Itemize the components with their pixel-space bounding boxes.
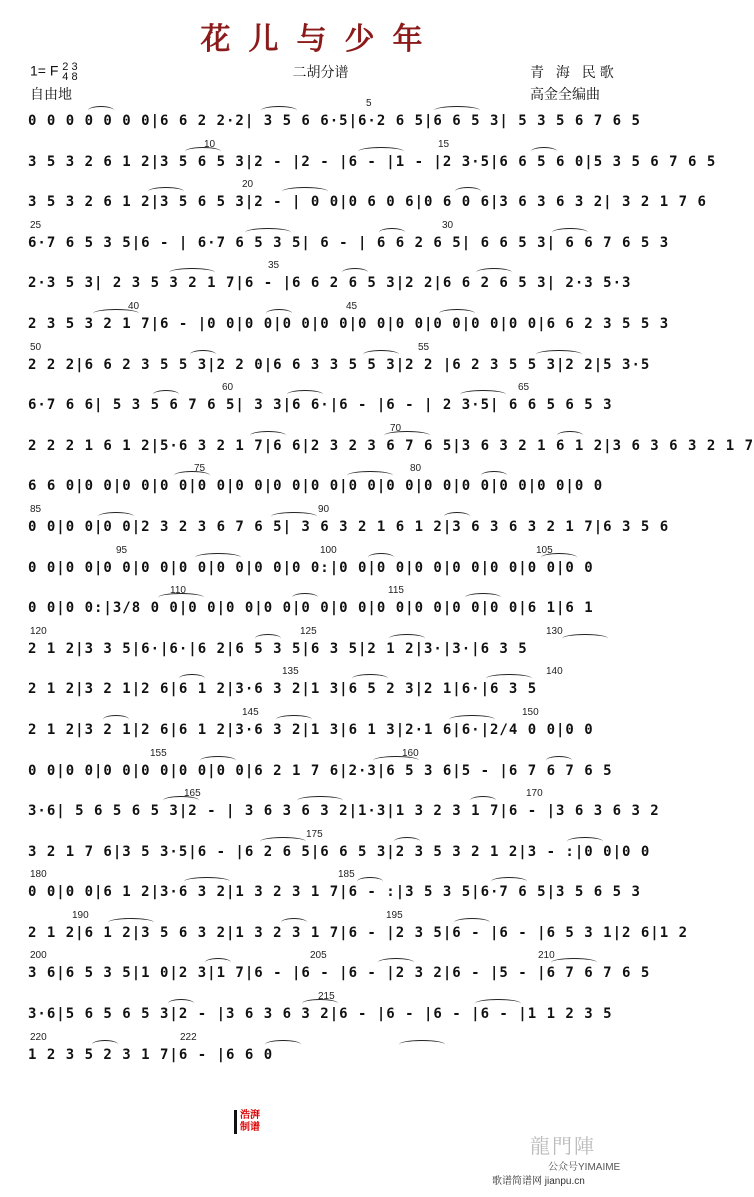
slur-mark xyxy=(195,553,241,562)
score-line xyxy=(28,545,618,586)
stamp-line-1: 浩湃 xyxy=(240,1110,260,1121)
score-line xyxy=(28,788,660,829)
slur-mark xyxy=(179,674,205,683)
score-line xyxy=(28,748,618,789)
notation-text: 2 1 2|3 2 1|2 6|6 1 2|3·6 3 2|1 3|6 1 3|2·1 6|6·|2/4 0 0|0 0 xyxy=(28,721,594,738)
bar-number: 210 xyxy=(538,950,555,962)
score-line xyxy=(28,260,632,301)
bar-number: 95 xyxy=(116,544,128,556)
bar-number: 55 xyxy=(418,341,430,353)
bar-number: 5 xyxy=(366,98,372,109)
bar-number: 140 xyxy=(546,666,563,678)
notation-text: 3 5 3 2 6 1 2|3 5 6 5 3|2 - |2 - |6 - |1 - |2 3·5|6 6 5 6 0|5 3 5 6 7 6 5 xyxy=(28,153,717,170)
slur-mark xyxy=(88,106,114,115)
score-line xyxy=(28,869,641,910)
slur-mark xyxy=(352,674,388,683)
notation-text: 6·7 6 5 3 5|6 - | 6·7 6 5 3 5| 6 - | 6 6 2 6 5| 6 6 5 3| 6 6 7 6 5 3 xyxy=(28,234,670,251)
slur-mark xyxy=(184,877,230,886)
slur-mark xyxy=(562,634,608,643)
bar-number: 155 xyxy=(150,747,167,759)
slur-mark xyxy=(531,147,557,156)
notation-text: 6·7 6 6| 5 3 5 6 7 6 5| 3 3|6 6·|6 - |6 - | 2 3·5| 6 6 5 6 5 3 xyxy=(28,397,613,414)
slur-mark xyxy=(449,715,495,724)
score-line xyxy=(28,422,754,464)
notation-text: 6 6 0|0 0|0 0|0 0|0 0|0 0|0 0|0 0|0 0|0 0|0 0|0 0|0 0|0 0|0 0 xyxy=(28,478,604,495)
song-title: 花儿与少年 xyxy=(200,22,441,57)
slur-mark xyxy=(399,1040,445,1049)
arranger-label: 高金全编曲 xyxy=(530,86,600,102)
bar-number: 195 xyxy=(386,909,403,921)
notation-text: 0 0|0 0:|3/8 0 0|0 0|0 0|0 0|0 0|0 0|0 0|0 0|0 0|0 0|6 1|6 1 xyxy=(28,600,594,617)
notation-text: 2 2 2 1 6 1 2|5·6 3 2 1 7|6 6|2 3 2 3 6 7 6 5|3 6 3 2 1 6 1 2|3 6 3 6 3 2 1 7 xyxy=(28,437,754,454)
notation-text: 2 1 2|3 3 5|6·|6·|6 2|6 5 3 5|6 3 5|2 1 2|3·|3·|6 3 5 xyxy=(28,640,528,657)
bar-number: 175 xyxy=(306,828,323,840)
bar-number: 45 xyxy=(346,300,358,312)
key-label: 1= F xyxy=(30,62,59,79)
slur-mark xyxy=(358,147,404,156)
score-line xyxy=(28,219,670,261)
time-top: 2 3 xyxy=(62,61,78,73)
stamp-line-2: 制谱 xyxy=(240,1122,260,1133)
score-line xyxy=(28,991,618,1032)
notation-text: 0 0|0 0|6 1 2|3·6 3 2|1 3 2 3 1 7|6 - :|3 5 3 5|6·7 6 5|3 5 6 5 3 xyxy=(28,884,641,901)
slur-mark xyxy=(260,837,306,846)
bar-number: 180 xyxy=(30,869,47,881)
score-line xyxy=(28,1032,618,1073)
score-line xyxy=(28,950,651,991)
bar-number: 40 xyxy=(128,300,140,312)
slur-mark xyxy=(282,187,328,196)
slur-mark xyxy=(287,390,323,399)
bar-number: 90 xyxy=(318,503,330,515)
notation-text: 2 3 5 3 2 1 7|6 - |0 0|0 0|0 0|0 0|0 0|0 0|0 0|0 0|0 0|6 6 2 3 5 5 3 xyxy=(28,315,670,332)
bar-number: 35 xyxy=(268,260,280,272)
bar-number: 130 xyxy=(546,625,563,637)
score-line xyxy=(28,300,670,342)
score-line xyxy=(28,179,707,220)
notation-text: 2·3 5 3| 2 3 5 3 2 1 7|6 - |6 6 2 6 5 3|2 2|6 6 2 6 5 3| 2·3 5·3 xyxy=(28,275,632,292)
bar-number: 10 xyxy=(204,138,216,150)
bar-number: 50 xyxy=(30,341,42,353)
slur-mark xyxy=(169,268,215,277)
slur-mark xyxy=(541,553,577,562)
slur-mark xyxy=(200,756,236,765)
slur-mark xyxy=(108,918,154,927)
slur-mark xyxy=(158,593,204,602)
slur-mark xyxy=(93,309,139,318)
bar-number: 135 xyxy=(282,666,299,678)
slur-mark xyxy=(271,512,317,521)
slur-mark xyxy=(250,431,286,440)
bar-number: 115 xyxy=(388,585,404,597)
bar-number: 220 xyxy=(30,1031,47,1043)
time-bottom: 4 8 xyxy=(62,71,78,83)
tempo-marking: 自由地 xyxy=(30,86,72,102)
slur-mark xyxy=(368,553,394,562)
slur-mark xyxy=(384,431,430,440)
watermark-site-1: 公众号YIMAIME xyxy=(548,1162,621,1173)
slur-mark xyxy=(379,228,405,237)
slur-mark xyxy=(454,918,490,927)
bar-number: 120 xyxy=(30,625,47,637)
slur-mark xyxy=(378,958,414,967)
bar-number: 145 xyxy=(242,706,259,718)
slur-mark xyxy=(491,877,527,886)
bar-number: 65 xyxy=(518,382,530,394)
slur-mark xyxy=(552,228,588,237)
score-line xyxy=(28,585,618,626)
slur-mark xyxy=(363,350,399,359)
slur-mark xyxy=(190,350,216,359)
slur-mark xyxy=(153,390,179,399)
slur-mark xyxy=(546,756,572,765)
bar-number: 185 xyxy=(338,869,355,881)
score-subtitle: 二胡分谱 xyxy=(292,64,349,80)
notation-text: 3·6|5 6 5 6 5 3|2 - |3 6 3 6 3 2|6 - |6 - |6 - |6 - |1 1 2 3 5 xyxy=(28,1006,613,1023)
bar-number: 200 xyxy=(30,950,47,962)
slur-mark xyxy=(557,431,583,440)
bar-number: 100 xyxy=(320,544,337,556)
bar-number: 20 xyxy=(242,179,254,191)
slur-mark xyxy=(394,837,420,846)
score-line xyxy=(28,666,618,707)
notation-text: 1 2 3 5 2 3 1 7|6 - |6 6 0 xyxy=(28,1046,274,1063)
bar-number: 70 xyxy=(390,422,402,434)
slur-mark xyxy=(92,1040,118,1049)
slur-mark xyxy=(342,268,368,277)
score-line xyxy=(28,98,641,139)
slur-mark xyxy=(163,796,199,805)
maker-stamp xyxy=(234,1110,270,1134)
slur-mark xyxy=(103,715,129,724)
notation-text: 2 1 2|6 1 2|3 5 6 3 2|1 3 2 3 1 7|6 - |2 3 5|6 - |6 - |6 5 3 1|2 6|1 2 xyxy=(28,924,689,941)
slur-mark xyxy=(460,390,506,399)
bar-number: 15 xyxy=(438,138,450,150)
bar-number: 105 xyxy=(536,544,553,556)
slur-mark xyxy=(255,634,281,643)
notation-text: 2 1 2|3 2 1|2 6|6 1 2|3·6 3 2|1 3|6 5 2 3|2 1|6·|6 3 5 xyxy=(28,681,538,698)
bar-number: 150 xyxy=(522,706,539,718)
score-body xyxy=(28,98,754,1072)
slur-mark xyxy=(205,958,231,967)
slur-mark xyxy=(148,187,184,196)
slur-mark xyxy=(261,106,297,115)
bar-number: 205 xyxy=(310,950,327,962)
bar-number: 80 xyxy=(410,463,422,475)
slur-mark xyxy=(465,593,501,602)
slur-mark xyxy=(486,674,532,683)
bar-number: 160 xyxy=(402,747,419,759)
slur-mark xyxy=(168,999,194,1008)
notation-text: 0 0 0 0 0 0 0|6 6 2 2·2| 3 5 6 6·5|6·2 6 5|6 6 5 3| 5 3 5 6 7 6 5 xyxy=(28,113,641,129)
notation-text: 3 2 1 7 6|3 5 3·5|6 - |6 2 6 5|6 6 5 3|2 3 5 3 2 1 2|3 - :|0 0|0 0 xyxy=(28,843,651,860)
genre-label: 青 海 民歌 xyxy=(530,64,618,80)
score-line xyxy=(28,707,618,748)
slur-mark xyxy=(292,593,318,602)
slur-mark xyxy=(567,837,603,846)
score-line xyxy=(28,909,689,951)
notation-text: 3 6|6 5 3 5|1 0|2 3|1 7|6 - |6 - |6 - |2 3 2|6 - |5 - |6 7 6 7 6 5 xyxy=(28,965,651,982)
bar-number: 110 xyxy=(170,585,186,597)
slur-mark xyxy=(265,1040,301,1049)
slur-mark xyxy=(444,512,470,521)
slur-mark xyxy=(245,228,291,237)
score-line xyxy=(28,626,618,667)
bar-number: 170 xyxy=(526,788,543,800)
bar-number: 60 xyxy=(222,382,234,394)
notation-text: 2 2 2|6 6 2 3 5 5 3|2 2 0|6 6 3 3 5 5 3|2 2 |6 2 3 5 5 3|2 2|5 3·5 xyxy=(28,356,651,373)
slur-mark xyxy=(297,796,343,805)
bar-number: 25 xyxy=(30,219,42,231)
slur-mark xyxy=(476,268,512,277)
slur-mark xyxy=(470,796,496,805)
slur-mark xyxy=(455,187,481,196)
slur-mark xyxy=(551,958,597,967)
slur-mark xyxy=(174,471,210,480)
bar-number: 222 xyxy=(180,1031,197,1043)
slur-mark xyxy=(347,471,393,480)
slur-mark xyxy=(475,999,521,1008)
notation-text: 0 0|0 0|0 0|2 3 2 3 6 7 6 5| 3 6 3 2 1 6 1 2|3 6 3 6 3 2 1 7|6 3 5 6 xyxy=(28,518,670,535)
slur-mark xyxy=(185,147,221,156)
notation-text: 3 5 3 2 6 1 2|3 5 6 5 3|2 - | 0 0|0 6 0 6|0 6 0 6|3 6 3 6 3 2| 3 2 1 7 6 xyxy=(28,194,707,211)
notation-text: 3·6| 5 6 5 6 5 3|2 - | 3 6 3 6 3 2|1·3|1 3 2 3 1 7|6 - |3 6 3 6 3 2 xyxy=(28,803,660,820)
bar-number: 75 xyxy=(194,463,206,475)
slur-mark xyxy=(98,512,134,521)
bar-number: 190 xyxy=(72,909,89,921)
score-line xyxy=(28,463,618,504)
slur-mark xyxy=(357,877,383,886)
score-line xyxy=(28,382,618,423)
slur-mark xyxy=(536,350,582,359)
slur-mark xyxy=(302,999,338,1008)
slur-mark xyxy=(373,756,419,765)
slur-mark xyxy=(389,634,425,643)
slur-mark xyxy=(281,918,307,927)
slur-mark xyxy=(276,715,312,724)
slur-mark xyxy=(266,309,292,318)
slur-mark xyxy=(439,309,475,318)
notation-text: 0 0|0 0|0 0|0 0|0 0|0 0|6 2 1 7 6|2·3|6 5 3 6|5 - |6 7 6 7 6 5 xyxy=(28,762,613,779)
score-line xyxy=(28,138,717,180)
bar-number: 85 xyxy=(30,503,42,515)
bar-number: 125 xyxy=(300,625,317,637)
score-line xyxy=(28,503,670,545)
notation-text: 0 0|0 0|0 0|0 0|0 0|0 0|0 0|0 0:|0 0|0 0|0 0|0 0|0 0|0 0|0 0 xyxy=(28,559,594,576)
slur-mark xyxy=(434,106,480,115)
bar-number: 215 xyxy=(318,991,335,1003)
watermark-logo: 龍門陣 xyxy=(530,1134,596,1158)
watermark-site-2: 歌谱简谱网 jianpu.cn xyxy=(492,1176,585,1187)
score-line xyxy=(28,341,651,383)
bar-number: 30 xyxy=(442,219,454,231)
bar-number: 165 xyxy=(184,788,201,800)
score-line xyxy=(28,828,651,870)
slur-mark xyxy=(481,471,507,480)
